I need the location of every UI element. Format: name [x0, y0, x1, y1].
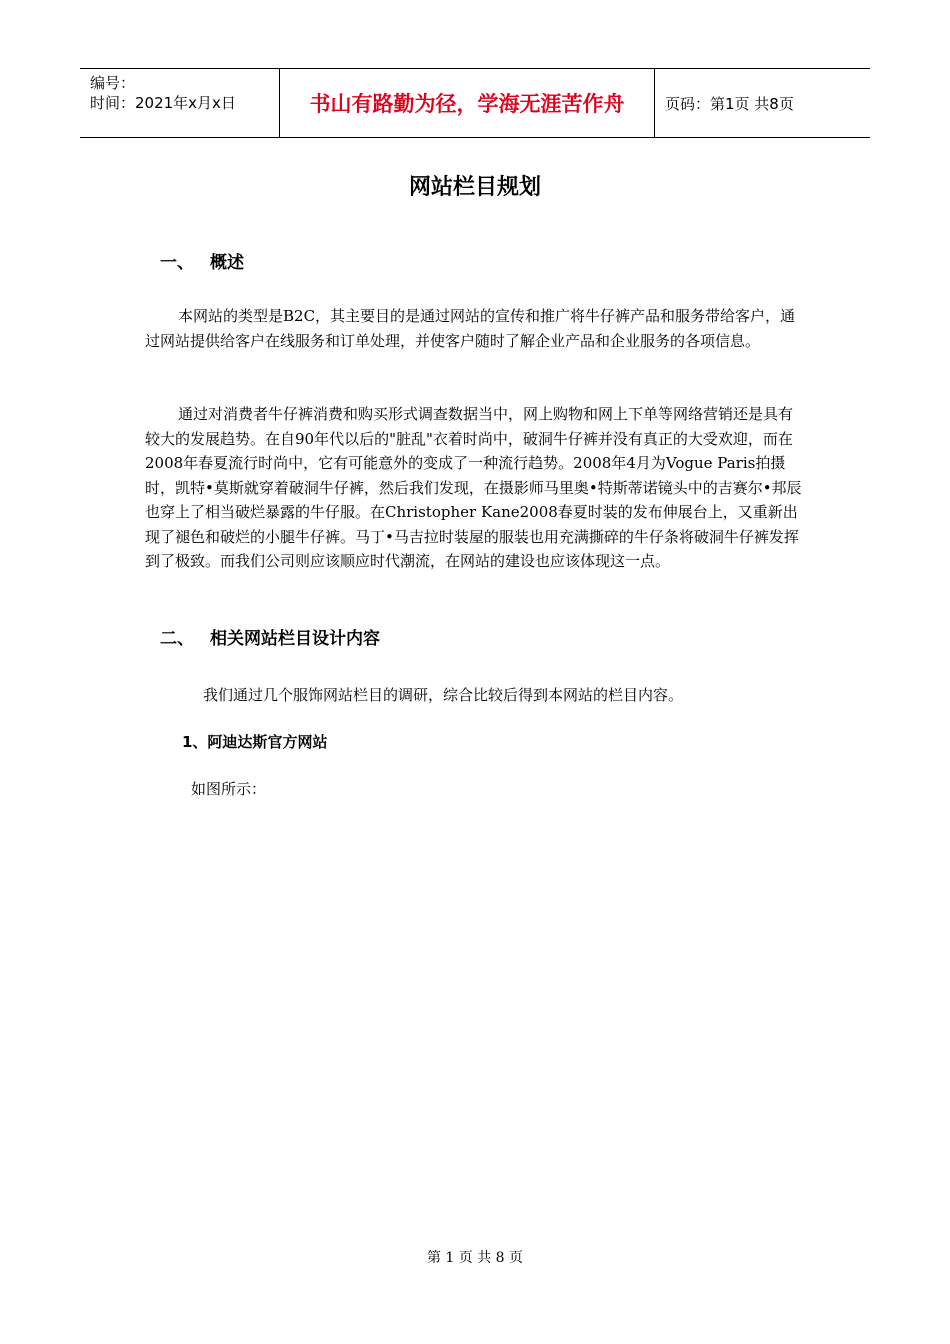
- header-motto: 书山有路勤为径，学海无涯苦作舟: [280, 69, 655, 137]
- number-label: 编号：: [90, 74, 136, 92]
- intro-sentence: 我们通过几个服饰网站栏目的调研，综合比较后得到本网站的栏目内容。: [203, 686, 684, 704]
- document-title: 网站栏目规划: [408, 175, 541, 200]
- section-heading-overview: [160, 248, 244, 273]
- figure-note: 如图所示：: [191, 780, 267, 798]
- paragraph-overview-2: [145, 402, 805, 574]
- time-label: 时间：2021年x月x日: [90, 94, 236, 112]
- header-page-info: 页码：第1页 共8页: [665, 94, 794, 113]
- subheading-adidas: 1、阿迪达斯官方网站: [182, 733, 328, 751]
- paragraph-text: 本网站的类型是B2C，其主要目的是通过网站的宣传和推广将牛仔裤产品和服务带给客户，通过网站提供给客户在线服务和订单处理，并使客户随时了解企业产品和企业服务的各项信息。: [145, 307, 796, 350]
- page-footer: 第 1 页 共 8 页: [426, 1250, 524, 1266]
- section-heading-related: [160, 624, 380, 649]
- header-meta-cell: [80, 69, 280, 137]
- section-number: 二、: [160, 629, 194, 649]
- section-heading-text: 相关网站栏目设计内容: [210, 629, 380, 649]
- header-table: [80, 68, 870, 138]
- paragraph-overview-1: [145, 304, 805, 353]
- section-number: 一、: [160, 253, 194, 273]
- section-heading-text: 概述: [210, 253, 244, 273]
- paragraph-text: 通过对消费者牛仔裤消费和购买形式调查数据当中，网上购物和网上下单等网络营销还是具有较大的发展趋势。在自90年代以后的"脏乱"衣着时尚中，破洞牛仔裤并没有真正的大受欢迎，而在2008年春夏流行时尚中，它有可能意外的变成了一种流行趋势。2008年4月为Vogue Paris拍摄时，凯特•莫斯就穿着破洞牛仔裤，然后我们发现，在摄影师马里奥•特斯蒂诺镜头中的吉赛尔•邦辰也穿上了相当破烂暴露的牛仔服。在Christopher Kane2008春夏时装的发布伸展台上，又重新出现了褪色和破烂的小腿牛仔裤。马丁•马吉拉时装屋的服装也用充满撕碎的牛仔条将破洞牛仔裤发挥到了极致。而我们公司则应该顺应时代潮流，在网站的建设也应该体现这一点。: [145, 405, 802, 570]
